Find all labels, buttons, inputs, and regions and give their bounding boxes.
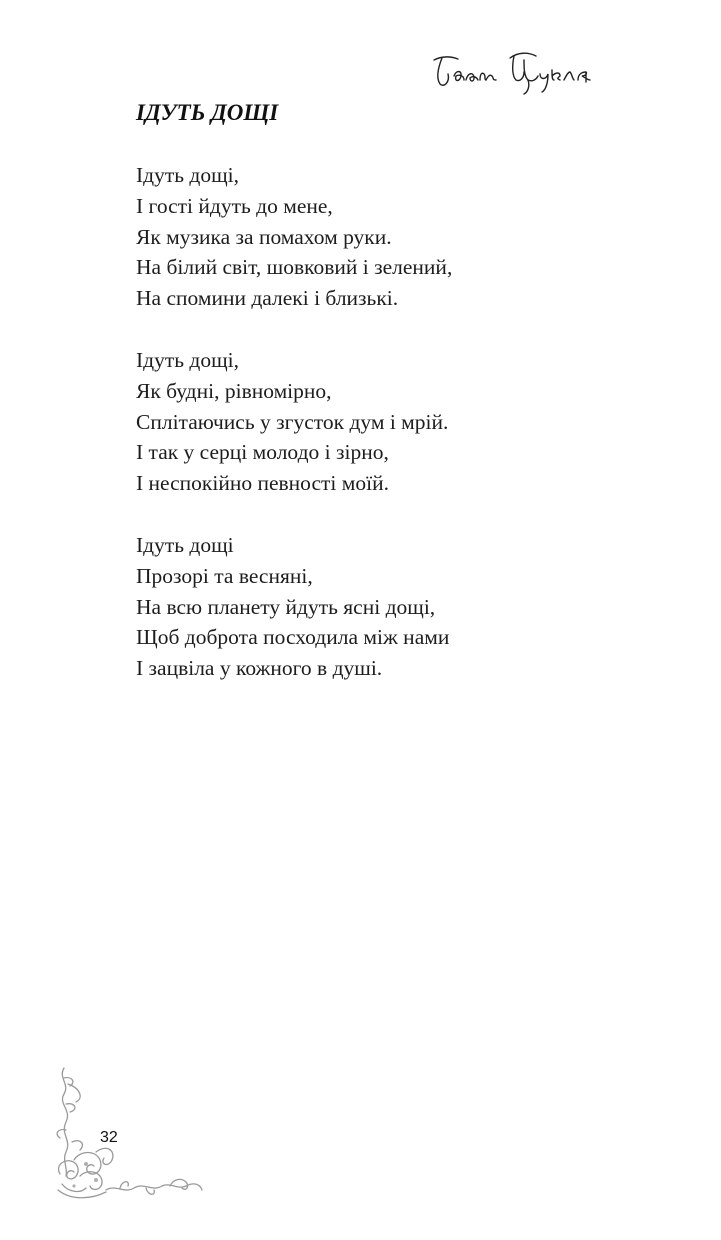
poem-line: Ідуть дощі, (136, 347, 240, 372)
poem-line: На всю планету йдуть ясні дощі, (136, 594, 436, 619)
poem-line: Як музика за помахом руки. (136, 224, 392, 249)
floral-corner-ornament-icon (50, 1064, 210, 1214)
handwritten-signature-icon (428, 46, 608, 96)
page-number: 32 (100, 1129, 118, 1146)
poem-line: На спомини далекі і близькі. (136, 286, 399, 311)
poem-line: Прозорі та весняні, (136, 563, 313, 588)
poem-line: І неспокійно певності моїй. (136, 471, 389, 496)
poem-body (136, 160, 656, 715)
poem-line: І зацвіла у кожного в душі. (136, 656, 383, 681)
poem-line: І гості йдуть до мене, (136, 193, 333, 218)
poem-line: На білий світ, шовковий і зелений, (136, 255, 453, 280)
poem-line: І так у серці молодо і зірно, (136, 440, 389, 465)
poem-line: Щоб доброта посходила між нами (136, 625, 450, 650)
poem-line: Як будні, рівномірно, (136, 378, 332, 403)
poem-line: Ідуть дощі (136, 532, 234, 557)
poem-line: Сплітаючись у згусток дум і мрій. (136, 409, 449, 434)
poem-line: Ідуть дощі, (136, 163, 240, 187)
author-signature (428, 46, 608, 96)
stanza-1 (136, 160, 656, 314)
stanza-3 (136, 530, 656, 684)
poem-title: ІДУТЬ ДОЩІ (136, 100, 279, 125)
stanza-2 (136, 345, 656, 499)
